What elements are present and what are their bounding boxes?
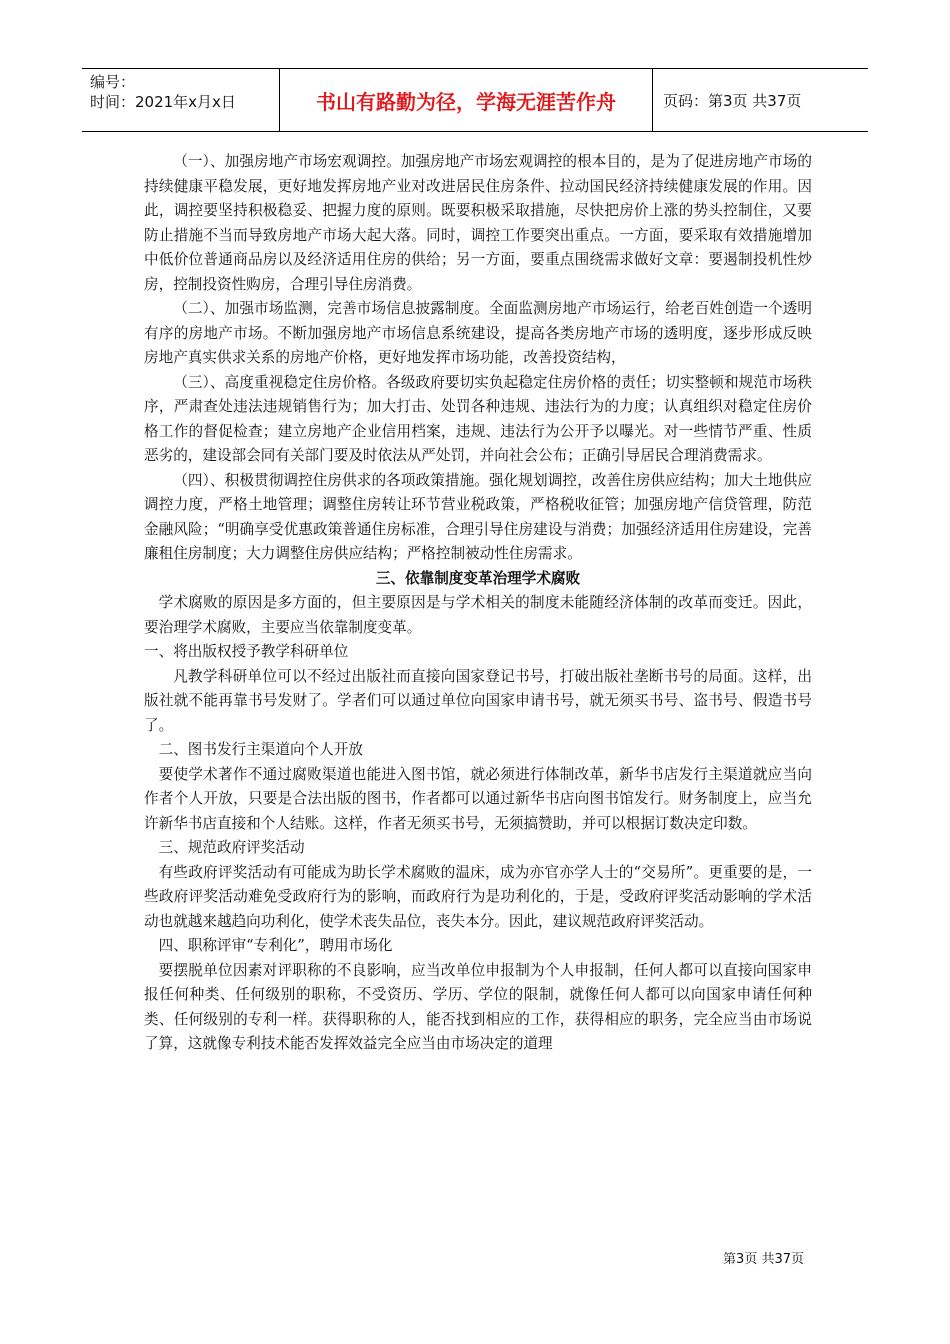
subheading: 四、职称评审“专利化”，聘用市场化 bbox=[158, 937, 393, 954]
page-footer: 第3页 共37页 bbox=[723, 1252, 804, 1267]
section-title: 三、依靠制度变革治理学术腐败 bbox=[375, 569, 581, 587]
header-page-label: 页码：第3页 共37页 bbox=[663, 91, 802, 110]
document-body bbox=[144, 150, 812, 1057]
paragraph: 有些政府评奖活动有可能成为助长学术腐败的温床，成为亦官亦学人士的“交易所”。更重要的是，一些政府评奖活动难免受政府行为的影响，而政府行为是功利化的，于是，受政府评奖活动影响的学术活动也就越来越趋向功利化，使学术丧失品位，丧失本分。因此，建议规范政府评奖活动。 bbox=[144, 863, 812, 930]
paragraph: 凡教学科研单位可以不经过出版社而直接向国家登记书号，打破出版社垄断书号的局面。这样，出版社就不能再靠书号发财了。学者们可以通过单位向国家申请书号，就无须买书号、盗书号、假造书号了。 bbox=[144, 667, 812, 734]
paragraph: （一）、加强房地产市场宏观调控。加强房地产市场宏观调控的根本目的，是为了促进房地产市场的持续健康平稳发展，更好地发挥房地产业对改进居民住房条件、拉动国民经济持续健康发展的作用。因此，调控要坚持积极稳妥、把握力度的原则。既要积极采取措施，尽快把房价上涨的势头控制住，又要防止措施不当而导致房地产市场大起大落。同时，调控工作要突出重点。一方面，要采取有效措施增加中低价位普通商品房以及经济适用住房的供给；另一方面，要重点围绕需求做好文章：要遏制投机性炒房，控制投资性购房，合理引导住房消费。 bbox=[144, 153, 812, 293]
paragraph: （三）、高度重视稳定住房价格。各级政府要切实负起稳定住房价格的责任；切实整顿和规范市场秩序，严肃查处违法违规销售行为；加大打击、处罚各种违规、违法行为的力度；认真组织对稳定住房价格工作的督促检查；建立房地产企业信用档案，违规、违法行为公开予以曝光。对一些情节严重、性质恶劣的，建设部会同有关部门要及时依法从严处罚，并向社会公布；正确引导居民合理消费需求。 bbox=[144, 373, 812, 464]
header-motto: 书山有路勤为径，学海无涯苦作舟 bbox=[280, 69, 653, 131]
paragraph: （二）、加强市场监测，完善市场信息披露制度。全面监测房地产市场运行，给老百姓创造一个透明有序的房地产市场。不断加强房地产市场信息系统建设，提高各类房地产市场的透明度，逐步形成反映房地产真实供求关系的房地产价格，更好地发挥市场功能，改善投资结构， bbox=[144, 300, 812, 366]
paragraph: （四）、积极贯彻调控住房供求的各项政策措施。强化规划调控，改善住房供应结构；加大土地供应调控力度，严格土地管理；调整住房转让环节营业税政策，严格税收征管；加强房地产信贷管理，防范金融风险；“明确享受优惠政策普通住房标准，合理引导住房建设与消费；加强经济适用住房建设，完善廉租住房制度；大力调整住房供应结构；严格控制被动性住房需求。 bbox=[144, 471, 812, 562]
paragraph: 学术腐败的原因是多方面的，但主要原因是与学术相关的制度未能随经济体制的改革而变迁。因此，要治理学术腐败，主要应当依靠制度变革。 bbox=[144, 594, 812, 636]
paragraph: 要摆脱单位因素对评职称的不良影响，应当改单位申报制为个人申报制，任何人都可以直接向国家申报任何种类、任何级别的职称，不受资历、学历、学位的限制，就像任何人都可以向国家申请任何种类、任何级别的专利一样。获得职称的人，能否找到相应的工作，获得相应的职务，完全应当由市场说了算，这就像专利技术能否发挥效益完全应当由市场决定的道理 bbox=[144, 961, 812, 1052]
time-label: 时间：2021年x月x日 bbox=[90, 93, 236, 111]
paragraph: 要使学术著作不通过腐败渠道也能进入图书馆，就必须进行体制改革，新华书店发行主渠道就应当向作者个人开放，只要是合法出版的图书，作者都可以通过新华书店向图书馆发行。财务制度上，应当允许新华书店直接和个人结账。这样，作者无须买书号，无须搞赞助，并可以根据订数决定印数。 bbox=[144, 765, 812, 832]
subheading: 二、图书发行主渠道向个人开放 bbox=[158, 741, 363, 758]
subheading: 一、将出版权授予教学科研单位 bbox=[144, 643, 349, 660]
subheading: 三、规范政府评奖活动 bbox=[158, 839, 305, 856]
number-label: 编号： bbox=[90, 73, 136, 91]
header-meta bbox=[82, 69, 280, 131]
page-header bbox=[82, 68, 868, 132]
